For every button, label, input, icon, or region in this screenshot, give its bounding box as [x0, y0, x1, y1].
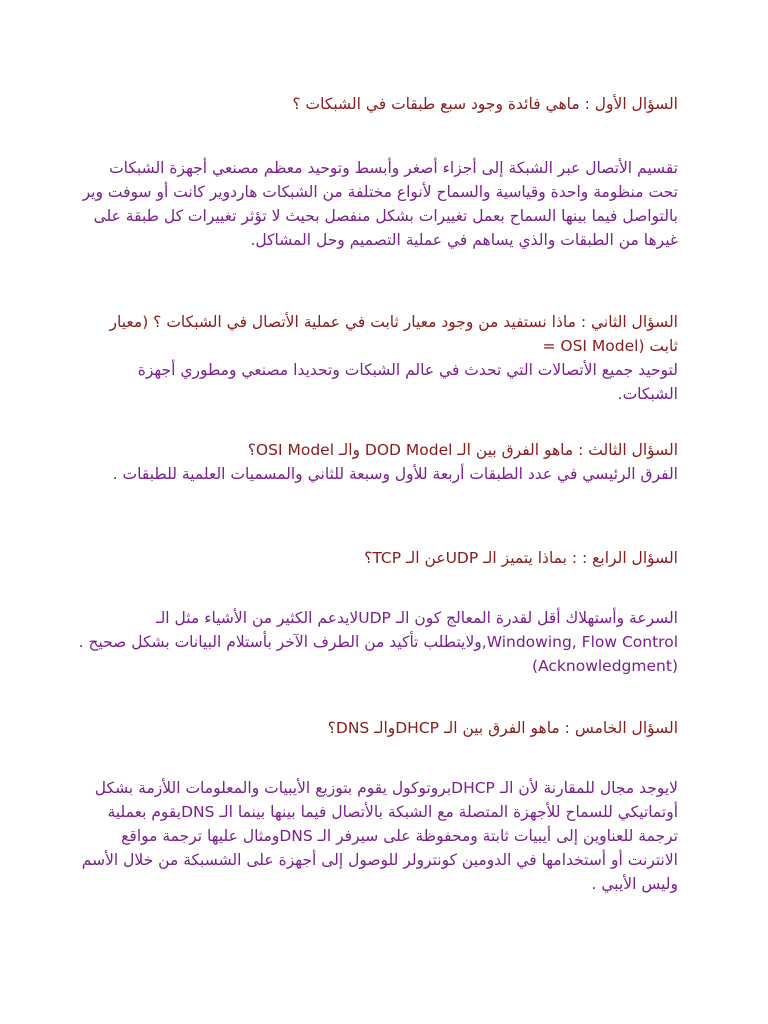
answer-2: لتوحيد جميع الأتصالات التي تحدث في عالم الشبكات وتحديدا مصنعي ومطوري أجهزة الشبكات.	[137, 361, 678, 403]
answer-3: الفرق الرئيسي في عدد الطبقات أربعة للأول وسبعة للثاني والمسميات العلمية للطبقات .	[112, 465, 678, 483]
question-5: السؤال الخامس : ماهو الفرق بين الـ DHCPوالـ DNS؟	[327, 719, 678, 737]
answer-4: السرعة وأستهلاك أقل لقدرة المعالج كون الـ UDPلايدعم الكثير من الأشياء مثل الـ Windowing, Flow Control,ولايتطلب تأكيد من الطرف الآخر بأستلام البيانات بشكل صحيح .(Acknowledgment)	[78, 609, 678, 675]
question-1: السؤال الأول : ماهي فائدة وجود سبع طبقات في الشبكات ؟	[292, 95, 678, 113]
question-3: السؤال الثالث : ماهو الفرق بين الـ DOD Model والـ OSI Model؟	[247, 441, 678, 459]
answer-5: لايوجد مجال للمقارنة لأن الـ DHCPبروتوكول يقوم بتوزيع الأيبيات والمعلومات اللأزمة بشكل أوتماتيكي للسماح للأجهزة المتصلة مع الشبكة بالأتصال فيما بينها بينما الـ DNSيقوم بعملية ترجمة للعناوين إلى أيبيات ثابتة ومحفوظة على سيرفر الـ DNSومثال عليها ترجمة مواقع الانترنت أو أستخدامها في الدومين كونترولر للوصول إلى أجهزة على الشسبكة من خلال الأسم وليس الأيبي .	[81, 779, 678, 893]
answer-1: تقسيم الأتصال عبر الشبكة إلى أجزاء أصغر وأبسط وتوحيد معظم مصنعي أجهزة الشبكات تحت منظومة واحدة وقياسية والسماح لأنواع مختلفة من الشبكات هاردوير كانت أو سوفت وير بالتواصل فيما بينها السماح بعمل تغييرات بشكل منفصل بحيث لا تؤثر تغييرات كل طبقة على غيرها من الطبقات والذي يساهم في عملية التصميم وحل المشاكل.	[82, 159, 678, 249]
question-4: السؤال الرابع : : بماذا يتميز الـ UDPعن الـ TCP؟	[364, 549, 678, 567]
question-2: السؤال الثاني : ماذا نستفيد من وجود معيار ثابت في عملية الأتصال في الشبكات ؟ (معيار ثابت (OSI Model =	[109, 313, 678, 355]
